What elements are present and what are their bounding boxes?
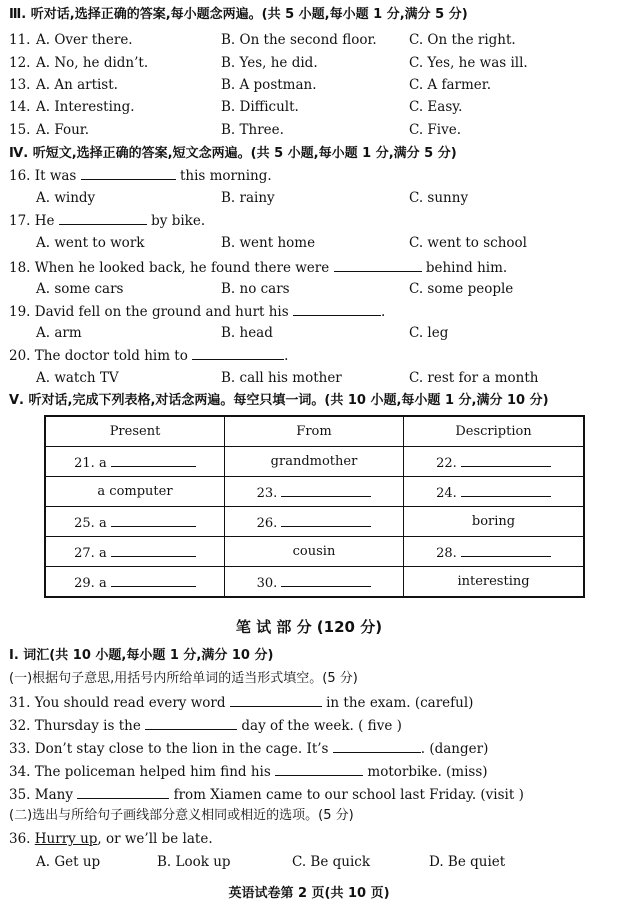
- answer-blank[interactable]: [77, 785, 169, 799]
- question-18-stem: 18. When he looked back, he found there were behind him.: [9, 260, 508, 276]
- written-part-title: 笔 试 部 分 (120 分): [235, 618, 383, 636]
- table-row: a computer 23. 24.: [45, 477, 584, 507]
- part2-heading: (二)选出与所给句子画线部分意义相同或相近的选项。(5 分): [9, 808, 354, 823]
- answer-blank[interactable]: [111, 573, 196, 587]
- answer-blank[interactable]: [81, 166, 176, 180]
- answer-blank[interactable]: [230, 693, 322, 707]
- table-row: 21. a grandmother 22.: [45, 447, 584, 477]
- question-17-stem: 17. He by bike.: [9, 213, 206, 229]
- answer-blank[interactable]: [111, 513, 196, 527]
- question-16-stem: 16. It was this morning.: [9, 168, 272, 184]
- section4-heading: Ⅳ. 听短文,选择正确的答案,短文念两遍。(共 5 小题,每小题 1 分,满分 5 分): [9, 146, 457, 161]
- section3-heading: Ⅲ. 听对话,选择正确的答案,每小题念两遍。(共 5 小题,每小题 1 分,满分 5 分): [9, 7, 468, 22]
- section5-heading: Ⅴ. 听对话,完成下列表格,对话念两遍。每空只填一词。(共 10 小题,每小题 1 分,满分 10 分): [9, 393, 549, 408]
- answer-blank[interactable]: [334, 258, 422, 272]
- question-35: 35. Many from Xiamen came to our school last Friday. (visit ): [9, 787, 524, 803]
- answer-blank[interactable]: [59, 211, 147, 225]
- exam-page: Ⅲ. 听对话,选择正确的答案,每小题念两遍。(共 5 小题,每小题 1 分,满分 5 分) 11. A. Over there. B. On the second floor. C. On the right. 12. A. No, he didn’t. B. Yes, he did. C. Yes, he was ill. 13. A. An artist. B. A postman. C. A farmer. 14. A. Interesting. B. Difficult. C. Easy. 15. A. Four. B. Three. C. Five. Ⅳ. 听短文,选择正确的答案,短文念两遍。(共 5 小题,每小题 1 分,满分 5 分) 16. It was this morning. A. windy B. rainy C. sunny 17. He by bike. A. went to work B. went home C. went to school 18. When he looked back, he found there were behind him. A. some cars B. no cars C. some people 19. David fell on the ground and hurt his . A. arm B. head C. leg 20. The doctor told him to . A. watch TV B. call his mother C. rest for a month Ⅴ. 听对话,完成下列表格,对话念两遍。每空只填一词。(共 10 小题,每小题 1 分,满分 10 分) Present From Description 21. a grandmother 22. a computer 23. 24. 25. a 26. boring 27. a cousin 28. 29. a 30. interesting 笔 试 部 分 (120 分) Ⅰ. 词汇(共 10 小题,每小题 1 分,满分 10 分) (一)根据句子意思,用括号内所给单词的适当形式填空。(5 分) 31. You should read every word in the exam. (careful) 32. Thursday is the day of the week. ( five ) 33. Don’t stay close to the lion in the cage. It’s . (danger) 34. The policeman helped him find his motorbike. (miss) 35. Many from Xiamen came to our school last Friday. (visit ) (二)选出与所给句子画线部分意义相同或相近的选项。(5 分) 36. Hurry up, or we’ll be late. A. Get up B. Look up C. Be quick D. Be quiet 英语试卷第 2 页(共 10 页): [0, 0, 618, 906]
- gift-table: [44, 415, 585, 598]
- answer-blank[interactable]: [333, 739, 421, 753]
- answer-blank[interactable]: [293, 302, 381, 316]
- question-32: 32. Thursday is the day of the week. ( five ): [9, 718, 402, 734]
- answer-blank[interactable]: [275, 762, 363, 776]
- answer-blank[interactable]: [281, 483, 371, 497]
- answer-blank[interactable]: [281, 513, 371, 527]
- table-row: 27. a cousin 28.: [45, 537, 584, 567]
- answer-blank[interactable]: [461, 483, 551, 497]
- question-33: 33. Don’t stay close to the lion in the cage. It’s . (danger): [9, 741, 489, 757]
- part1-heading: (一)根据句子意思,用括号内所给单词的适当形式填空。(5 分): [9, 671, 358, 686]
- question-34: 34. The policeman helped him find his motorbike. (miss): [9, 764, 488, 780]
- underlined-phrase: Hurry up: [34, 831, 98, 847]
- column-header: Description: [404, 416, 585, 447]
- answer-blank[interactable]: [192, 346, 284, 360]
- table-header-row: [45, 416, 584, 447]
- question-36-stem: 36. Hurry up, or we’ll be late.: [9, 831, 213, 847]
- column-header: From: [225, 416, 404, 447]
- question-31: 31. You should read every word in the exam. (careful): [9, 695, 474, 711]
- table-row: 29. a 30. interesting: [45, 567, 584, 598]
- table-row: 25. a 26. boring: [45, 507, 584, 537]
- column-header: Present: [45, 416, 225, 447]
- answer-blank[interactable]: [461, 543, 551, 557]
- answer-blank[interactable]: [111, 453, 196, 467]
- answer-blank[interactable]: [145, 716, 237, 730]
- page-footer: 英语试卷第 2 页(共 10 页): [228, 886, 390, 901]
- question-19-stem: 19. David fell on the ground and hurt his .: [9, 304, 386, 320]
- section1-heading: Ⅰ. 词汇(共 10 小题,每小题 1 分,满分 10 分): [9, 648, 274, 663]
- answer-blank[interactable]: [461, 453, 551, 467]
- answer-blank[interactable]: [281, 573, 371, 587]
- question-20-stem: 20. The doctor told him to .: [9, 348, 289, 364]
- answer-blank[interactable]: [111, 543, 196, 557]
